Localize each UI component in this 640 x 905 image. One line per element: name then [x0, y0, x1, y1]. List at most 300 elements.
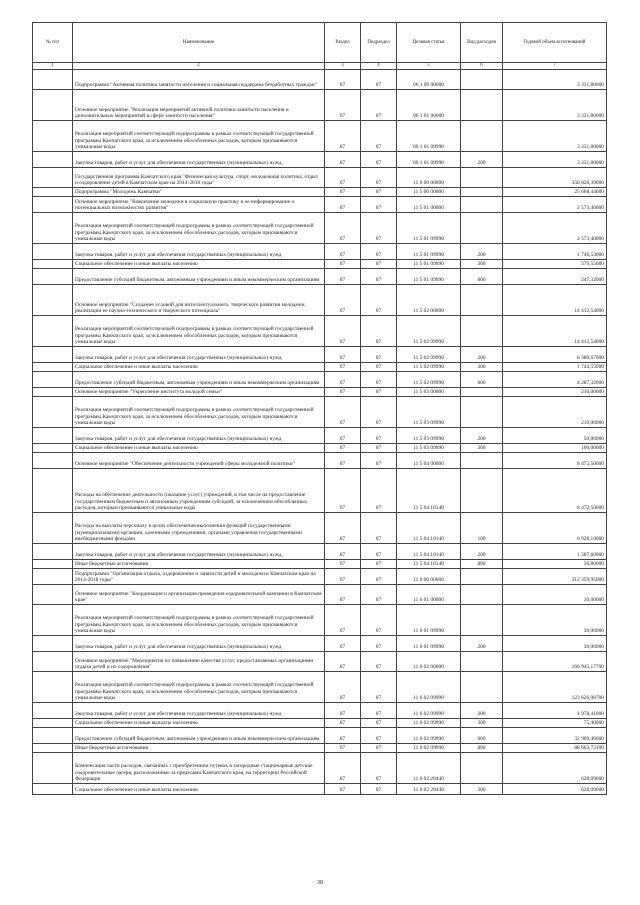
row-target-code-cell: 11 6 02 09990: [397, 744, 461, 753]
row-exptype-cell: 600: [461, 728, 503, 744]
row-target-code-cell: 11 6 01 09990: [397, 636, 461, 652]
row-subsection-cell: 07: [361, 363, 397, 372]
row-exptype-cell: 300: [461, 444, 503, 453]
row-exptype-cell: [461, 90, 503, 121]
row-num-cell: [33, 672, 73, 703]
row-name-cell: Основное мероприятие "Вовлечение молодежи в социальную практику и ее информирование о потенциальных возможностях развития": [73, 197, 325, 213]
row-name-cell: Закупка товаров, работ и услуг для обеспечения государственных (муниципальных) нужд: [73, 636, 325, 652]
row-target-code-cell: 11 0 00 00000: [397, 168, 461, 188]
row-subsection-cell: 07: [361, 260, 397, 269]
row-name-cell: Реализация мероприятий соответствующей подпрограммы в рамках соответствующей государственной программы Камчатского края, за исключением обособленных расходов, которым присваиваются уникальные коды: [73, 605, 325, 636]
row-amount-cell: 628,09000: [503, 784, 607, 795]
row-subsection-cell: 07: [361, 397, 397, 428]
row-exptype-cell: 300: [461, 260, 503, 269]
row-num-cell: [33, 316, 73, 347]
row-amount-cell: 210,00000: [503, 388, 607, 397]
row-exptype-cell: [461, 188, 503, 197]
row-target-code-cell: 11 6 02 09990: [397, 719, 461, 728]
row-subsection-cell: 07: [361, 168, 397, 188]
row-num-cell: [33, 513, 73, 544]
row-section-cell: 07: [325, 569, 361, 585]
row-subsection-cell: 07: [361, 70, 397, 90]
col-index: 3: [325, 63, 361, 70]
row-section-cell: 07: [325, 719, 361, 728]
row-target-code-cell: 11 5 04 10140: [397, 544, 461, 560]
row-subsection-cell: 07: [361, 197, 397, 213]
row-name-cell: Закупка товаров, работ и услуг для обеспечения государственных (муниципальных) нужд: [73, 152, 325, 168]
row-name-cell: Государственная программа Камчатского края "Физическая культура, спорт, молодежная политика, отдых и оздоровление детей в Камчатском крае на 2014-2018 годы": [73, 168, 325, 188]
row-amount-cell: 1 978,41000: [503, 703, 607, 719]
row-section-cell: 07: [325, 188, 361, 197]
row-name-cell: Предоставление субсидий бюджетным, автономным учреждениям и иным некоммерческим организациям: [73, 728, 325, 744]
row-name-cell: Закупка товаров, работ и услуг для обеспечения государственных (муниципальных) нужд: [73, 544, 325, 560]
row-num-cell: [33, 560, 73, 569]
row-subsection-cell: 07: [361, 569, 397, 585]
row-exptype-cell: [461, 605, 503, 636]
row-amount-cell: 123 626,98700: [503, 672, 607, 703]
row-subsection-cell: 07: [361, 388, 397, 397]
row-target-code-cell: 11 5 03 09990: [397, 444, 461, 453]
row-exptype-cell: [461, 469, 503, 513]
table-row: [33, 260, 607, 269]
table-row: [33, 397, 607, 428]
header-target: Целевая статья: [397, 23, 461, 63]
table-row: [33, 636, 607, 652]
row-target-code-cell: 11 5 01 09990: [397, 244, 461, 260]
row-target-code-cell: 11 6 02 20440: [397, 784, 461, 795]
row-amount-cell: 88 663,73100: [503, 744, 607, 753]
row-target-code-cell: 11 5 01 09990: [397, 213, 461, 244]
row-target-code-cell: 06 1 00 00000: [397, 70, 461, 90]
row-amount-cell: 210,00000: [503, 397, 607, 428]
row-target-code-cell: 11 5 04 10140: [397, 560, 461, 569]
row-name-cell: Подпрограмма "Молодежь Камчатки": [73, 188, 325, 197]
row-amount-cell: 3 331,80000: [503, 70, 607, 90]
row-section-cell: 07: [325, 453, 361, 469]
row-amount-cell: 4 287,32000: [503, 372, 607, 388]
row-name-cell: Предоставление субсидий бюджетным, автономным учреждениям и иным некоммерческим организациям: [73, 269, 325, 285]
row-section-cell: 07: [325, 652, 361, 672]
row-name-cell: Социальное обеспечение и иные выплаты населению: [73, 719, 325, 728]
row-section-cell: 07: [325, 672, 361, 703]
row-amount-cell: 3 331,80000: [503, 121, 607, 152]
row-target-code-cell: 11 6 02 09990: [397, 728, 461, 744]
row-amount-cell: 25 668,44000: [503, 188, 607, 197]
table-row: [33, 560, 607, 569]
row-target-code-cell: 11 6 01 09990: [397, 605, 461, 636]
row-exptype-cell: 200: [461, 244, 503, 260]
table-row: [33, 197, 607, 213]
row-name-cell: Социальное обеспечение и иные выплаты населению: [73, 363, 325, 372]
row-name-cell: Закупка товаров, работ и услуг для обеспечения государственных (муниципальных) нужд: [73, 347, 325, 363]
row-exptype-cell: [461, 316, 503, 347]
row-amount-cell: 30,00000: [503, 636, 607, 652]
table-row: [33, 213, 607, 244]
row-num-cell: [33, 444, 73, 453]
row-target-code-cell: 06 1 01 09990: [397, 121, 461, 152]
row-target-code-cell: 11 5 00 00000: [397, 188, 461, 197]
row-section-cell: 07: [325, 168, 361, 188]
col-index: 7: [503, 63, 607, 70]
row-name-cell: Компенсация части расходов, связанных с приобретением путевок в загородные стационарные детские оздоровительные лагеря, расположенные за пределами Камчатского края, на территории Российской Федерации: [73, 753, 325, 784]
row-exptype-cell: 800: [461, 560, 503, 569]
column-index-row: [33, 63, 607, 70]
row-subsection-cell: 07: [361, 269, 397, 285]
row-amount-cell: 14 412,54000: [503, 316, 607, 347]
row-num-cell: [33, 213, 73, 244]
row-amount-cell: 8 380,67000: [503, 347, 607, 363]
row-target-code-cell: 11 5 01 09990: [397, 260, 461, 269]
table-row: [33, 703, 607, 719]
row-exptype-cell: 200: [461, 428, 503, 444]
row-exptype-cell: [461, 388, 503, 397]
row-section-cell: 07: [325, 90, 361, 121]
table-row: [33, 753, 607, 784]
row-section-cell: 07: [325, 784, 361, 795]
row-section-cell: 07: [325, 285, 361, 316]
row-target-code-cell: 11 5 01 00000: [397, 197, 461, 213]
row-name-cell: Предоставление субсидий бюджетным, автономным учреждениям и иным некоммерческим организациям: [73, 372, 325, 388]
row-name-cell: Основное мероприятие "Мероприятия по повышению качества услуг, предоставляемых организациями отдыха детей и их оздоровления": [73, 652, 325, 672]
header-section: Раздел: [325, 23, 361, 63]
table-row: [33, 784, 607, 795]
row-amount-cell: 1 744,55000: [503, 363, 607, 372]
row-target-code-cell: 11 5 03 09990: [397, 428, 461, 444]
table-row: [33, 605, 607, 636]
row-name-cell: Подпрограмма "Организация отдыха, оздоровления и занятости детей и молодежи в Камчатском крае на 2014-2018 годы": [73, 569, 325, 585]
table-row: [33, 347, 607, 363]
row-name-cell: Основное мероприятие "Реализация мероприятий активной политики занятости населения и дополнительных мероприятий в сфере занятости населения": [73, 90, 325, 121]
row-section-cell: 07: [325, 444, 361, 453]
row-amount-cell: 1 746,53000: [503, 244, 607, 260]
budget-table: [32, 22, 607, 795]
row-exptype-cell: 100: [461, 513, 503, 544]
row-name-cell: Основное мероприятие "Обеспечение деятельности учреждений сферы молодежной политики": [73, 453, 325, 469]
row-amount-cell: 166 945,17700: [503, 652, 607, 672]
row-section-cell: 07: [325, 428, 361, 444]
row-section-cell: 07: [325, 469, 361, 513]
col-index: 5: [397, 63, 461, 70]
col-index: 2: [73, 63, 325, 70]
row-amount-cell: 6 928,10000: [503, 513, 607, 544]
header-amount: Годовой объем ассигнований: [503, 23, 607, 63]
row-num-cell: [33, 197, 73, 213]
table-row: [33, 428, 607, 444]
row-subsection-cell: 07: [361, 636, 397, 652]
row-exptype-cell: [461, 569, 503, 585]
row-num-cell: [33, 453, 73, 469]
table-body: [33, 70, 607, 795]
row-target-code-cell: 11 5 04 10140: [397, 469, 461, 513]
row-subsection-cell: 07: [361, 744, 397, 753]
row-section-cell: 07: [325, 728, 361, 744]
row-section-cell: 07: [325, 605, 361, 636]
row-num-cell: [33, 744, 73, 753]
row-subsection-cell: 07: [361, 121, 397, 152]
row-exptype-cell: 800: [461, 744, 503, 753]
row-exptype-cell: [461, 753, 503, 784]
row-name-cell: Расходы на выплаты персоналу в целях обеспечения выполнения функций государственными (муниципальными) органами, казенными учреждениями, органами управления государственными внебюджетными фондами: [73, 513, 325, 544]
row-num-cell: [33, 652, 73, 672]
row-amount-cell: 50,00000: [503, 428, 607, 444]
row-exptype-cell: 300: [461, 784, 503, 795]
table-row: [33, 188, 607, 197]
table-row: [33, 585, 607, 605]
row-amount-cell: 30,00000: [503, 585, 607, 605]
table-row: [33, 469, 607, 513]
row-section-cell: 07: [325, 372, 361, 388]
header-subsection: Подраздел: [361, 23, 397, 63]
row-num-cell: [33, 347, 73, 363]
row-name-cell: Реализация мероприятий соответствующей подпрограммы в рамках соответствующей государственной программы Камчатского края, за исключением обособленных расходов, которым присваиваются уникальные коды: [73, 672, 325, 703]
row-name-cell: Подпрограмма "Активная политика занятости населения и социальная поддержка безработных граждан": [73, 70, 325, 90]
row-exptype-cell: [461, 672, 503, 703]
row-section-cell: 07: [325, 152, 361, 168]
row-exptype-cell: 600: [461, 372, 503, 388]
page-number: 38: [317, 880, 323, 886]
header-name: Наименование: [73, 23, 325, 63]
row-section-cell: 07: [325, 70, 361, 90]
row-exptype-cell: [461, 213, 503, 244]
row-target-code-cell: 11 5 04 00000: [397, 453, 461, 469]
row-num-cell: [33, 703, 73, 719]
row-subsection-cell: 07: [361, 428, 397, 444]
row-num-cell: [33, 585, 73, 605]
row-name-cell: Реализация мероприятий соответствующей подпрограммы в рамках соответствующей государственной программы Камчатского края, за исключением обособленных расходов, которым присваиваются уникальные коды: [73, 316, 325, 347]
row-target-code-cell: 11 6 00 00000: [397, 569, 461, 585]
row-target-code-cell: 06 1 01 00000: [397, 90, 461, 121]
row-subsection-cell: 07: [361, 513, 397, 544]
row-num-cell: [33, 90, 73, 121]
row-name-cell: Реализация мероприятий соответствующей подпрограммы в рамках соответствующей государственной программы Камчатского края, за исключением обособленных расходов, которым присваиваются уникальные коды: [73, 121, 325, 152]
table-row: [33, 285, 607, 316]
row-exptype-cell: 300: [461, 363, 503, 372]
row-name-cell: Закупка товаров, работ и услуг для обеспечения государственных (муниципальных) нужд: [73, 244, 325, 260]
row-subsection-cell: 07: [361, 753, 397, 784]
row-exptype-cell: [461, 70, 503, 90]
table-row: [33, 90, 607, 121]
row-num-cell: [33, 260, 73, 269]
row-num-cell: [33, 70, 73, 90]
table-row: [33, 70, 607, 90]
row-num-cell: [33, 569, 73, 585]
row-section-cell: 07: [325, 753, 361, 784]
row-amount-cell: 32 909,46600: [503, 728, 607, 744]
row-exptype-cell: [461, 285, 503, 316]
row-subsection-cell: 07: [361, 719, 397, 728]
table-row: [33, 444, 607, 453]
row-subsection-cell: 07: [361, 672, 397, 703]
row-amount-cell: 8 472,50000: [503, 453, 607, 469]
row-name-cell: Иные бюджетные ассигнования: [73, 744, 325, 753]
row-target-code-cell: 11 5 02 00000: [397, 285, 461, 316]
row-name-cell: Основное мероприятие "Координация и организация проведения оздоровительной кампании в Камчатском крае": [73, 585, 325, 605]
row-name-cell: Реализация мероприятий соответствующей подпрограммы в рамках соответствующей государственной программы Камчатского края, за исключением обособленных расходов, которым присваиваются уникальные коды: [73, 213, 325, 244]
table-row: [33, 168, 607, 188]
row-exptype-cell: [461, 453, 503, 469]
row-num-cell: [33, 363, 73, 372]
table-row: [33, 569, 607, 585]
row-amount-cell: 312 359,95000: [503, 569, 607, 585]
row-subsection-cell: 07: [361, 213, 397, 244]
row-section-cell: 07: [325, 363, 361, 372]
table-row: [33, 719, 607, 728]
row-num-cell: [33, 269, 73, 285]
row-num-cell: [33, 753, 73, 784]
row-target-code-cell: 06 1 01 09990: [397, 152, 461, 168]
table-row: [33, 744, 607, 753]
col-index: 1: [33, 63, 73, 70]
row-subsection-cell: 07: [361, 444, 397, 453]
row-exptype-cell: 600: [461, 269, 503, 285]
row-name-cell: Социальное обеспечение и иные выплаты населению: [73, 260, 325, 269]
row-num-cell: [33, 784, 73, 795]
row-amount-cell: 14 412,54000: [503, 285, 607, 316]
row-section-cell: 07: [325, 260, 361, 269]
row-section-cell: 07: [325, 513, 361, 544]
row-target-code-cell: 11 5 04 10140: [397, 513, 461, 544]
row-exptype-cell: [461, 397, 503, 428]
table-row: [33, 121, 607, 152]
row-exptype-cell: 200: [461, 544, 503, 560]
row-subsection-cell: 07: [361, 188, 397, 197]
row-subsection-cell: 07: [361, 703, 397, 719]
row-amount-cell: 628,09000: [503, 753, 607, 784]
row-name-cell: Социальное обеспечение и иные выплаты населению: [73, 444, 325, 453]
table-row: [33, 388, 607, 397]
row-name-cell: Основное мероприятие "Создание условий для интеллектуального, творческого развития молодежи, реализации ее научно-технического и творческого потенциала": [73, 285, 325, 316]
row-name-cell: Основное мероприятие "Укрепление института молодой семьи": [73, 388, 325, 397]
row-section-cell: 07: [325, 388, 361, 397]
row-subsection-cell: 07: [361, 347, 397, 363]
row-num-cell: [33, 605, 73, 636]
row-exptype-cell: 200: [461, 347, 503, 363]
row-subsection-cell: 07: [361, 285, 397, 316]
table-row: [33, 728, 607, 744]
row-exptype-cell: 200: [461, 152, 503, 168]
row-num-cell: [33, 397, 73, 428]
table-row: [33, 152, 607, 168]
row-section-cell: 07: [325, 397, 361, 428]
row-section-cell: 07: [325, 269, 361, 285]
row-amount-cell: 36,80000: [503, 560, 607, 569]
row-amount-cell: 1 507,60000: [503, 544, 607, 560]
row-exptype-cell: [461, 168, 503, 188]
row-subsection-cell: 07: [361, 244, 397, 260]
row-exptype-cell: [461, 585, 503, 605]
row-target-code-cell: 11 6 02 09990: [397, 703, 461, 719]
table-row: [33, 672, 607, 703]
row-amount-cell: 2 573,40000: [503, 213, 607, 244]
table-row: [33, 372, 607, 388]
row-num-cell: [33, 469, 73, 513]
table-row: [33, 544, 607, 560]
row-name-cell: Иные бюджетные ассигнования: [73, 560, 325, 569]
row-section-cell: 07: [325, 121, 361, 152]
row-section-cell: 07: [325, 560, 361, 569]
row-amount-cell: 247,32000: [503, 269, 607, 285]
row-target-code-cell: 11 5 02 09990: [397, 363, 461, 372]
table-header-row: [33, 23, 607, 63]
row-num-cell: [33, 121, 73, 152]
row-subsection-cell: 07: [361, 90, 397, 121]
row-name-cell: Реализация мероприятий соответствующей подпрограммы в рамках соответствующей государственной программы Камчатского края, за исключением обособленных расходов, которым присваиваются уникальные коды: [73, 397, 325, 428]
row-subsection-cell: 07: [361, 784, 397, 795]
row-subsection-cell: 07: [361, 372, 397, 388]
table-row: [33, 316, 607, 347]
row-subsection-cell: 07: [361, 152, 397, 168]
row-num-cell: [33, 244, 73, 260]
col-index: 4: [361, 63, 397, 70]
row-target-code-cell: 11 6 02 20440: [397, 753, 461, 784]
row-target-code-cell: 11 6 02 09990: [397, 672, 461, 703]
row-subsection-cell: 07: [361, 652, 397, 672]
row-exptype-cell: [461, 652, 503, 672]
table-row: [33, 652, 607, 672]
row-amount-cell: 2 573,40000: [503, 197, 607, 213]
row-exptype-cell: [461, 121, 503, 152]
table-row: [33, 244, 607, 260]
row-target-code-cell: 11 6 02 00000: [397, 652, 461, 672]
row-section-cell: 07: [325, 636, 361, 652]
row-amount-cell: 358 028,39000: [503, 168, 607, 188]
row-target-code-cell: 11 5 02 09990: [397, 372, 461, 388]
header-exptype: Вид расходов: [461, 23, 503, 63]
row-target-code-cell: 11 5 01 09990: [397, 269, 461, 285]
row-subsection-cell: 07: [361, 605, 397, 636]
row-num-cell: [33, 719, 73, 728]
row-target-code-cell: 11 5 03 00000: [397, 388, 461, 397]
table-row: [33, 513, 607, 544]
row-amount-cell: 8 472,50000: [503, 469, 607, 513]
row-num-cell: [33, 188, 73, 197]
row-amount-cell: 75,40000: [503, 719, 607, 728]
table-row: [33, 453, 607, 469]
row-section-cell: 07: [325, 316, 361, 347]
row-name-cell: Социальное обеспечение и иные выплаты населению: [73, 784, 325, 795]
row-target-code-cell: 11 6 01 00000: [397, 585, 461, 605]
row-amount-cell: 3 331,80000: [503, 90, 607, 121]
row-section-cell: 07: [325, 244, 361, 260]
row-num-cell: [33, 636, 73, 652]
row-exptype-cell: [461, 197, 503, 213]
row-exptype-cell: 200: [461, 703, 503, 719]
row-exptype-cell: 200: [461, 636, 503, 652]
row-subsection-cell: 07: [361, 585, 397, 605]
row-section-cell: 07: [325, 744, 361, 753]
row-amount-cell: 160,00000: [503, 444, 607, 453]
row-name-cell: Закупка товаров, работ и услуг для обеспечения государственных (муниципальных) нужд: [73, 703, 325, 719]
row-target-code-cell: 11 5 02 09990: [397, 316, 461, 347]
row-exptype-cell: 300: [461, 719, 503, 728]
row-target-code-cell: 11 5 02 09990: [397, 347, 461, 363]
row-section-cell: 07: [325, 585, 361, 605]
row-target-code-cell: 11 5 03 09990: [397, 397, 461, 428]
row-subsection-cell: 07: [361, 728, 397, 744]
col-index: 6: [461, 63, 503, 70]
row-section-cell: 07: [325, 703, 361, 719]
row-num-cell: [33, 168, 73, 188]
row-section-cell: 07: [325, 213, 361, 244]
row-num-cell: [33, 372, 73, 388]
row-subsection-cell: 07: [361, 544, 397, 560]
row-num-cell: [33, 544, 73, 560]
row-subsection-cell: 07: [361, 453, 397, 469]
row-subsection-cell: 07: [361, 316, 397, 347]
row-amount-cell: 579,55000: [503, 260, 607, 269]
row-num-cell: [33, 152, 73, 168]
table-row: [33, 269, 607, 285]
